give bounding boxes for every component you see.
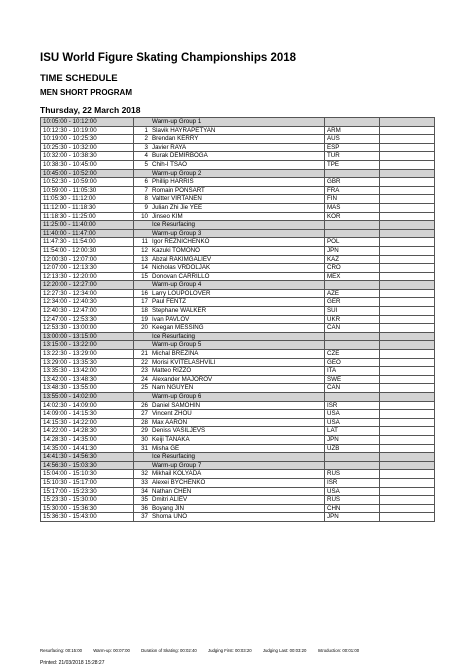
start-number <box>134 118 151 127</box>
start-number: 5 <box>134 160 151 169</box>
blank-cell <box>380 229 435 238</box>
time-slot: 15:30:00 - 15:36:30 <box>41 504 134 513</box>
blank-cell <box>380 152 435 161</box>
schedule-row-event <box>41 341 435 350</box>
blank-cell <box>380 160 435 169</box>
blank-cell <box>380 332 435 341</box>
schedule-row-skater <box>41 195 435 204</box>
nation-code <box>325 281 380 290</box>
start-number: 19 <box>134 315 151 324</box>
time-slot: 13:55:00 - 14:02:00 <box>41 393 134 402</box>
start-number: 14 <box>134 264 151 273</box>
start-number: 28 <box>134 418 151 427</box>
blank-cell <box>380 427 435 436</box>
start-number: 24 <box>134 375 151 384</box>
schedule-row-event <box>41 332 435 341</box>
time-slot: 10:59:00 - 11:05:30 <box>41 186 134 195</box>
skater-name: Misha GE <box>150 444 325 453</box>
skater-name: Nicholas VRDOLJAK <box>150 264 325 273</box>
time-slot: 13:35:30 - 13:42:00 <box>41 367 134 376</box>
blank-cell <box>380 186 435 195</box>
skater-name: Warm-up Group 1 <box>150 118 325 127</box>
skater-name: Ice Resurfacing <box>150 453 325 462</box>
schedule-row-skater <box>41 478 435 487</box>
blank-cell <box>380 435 435 444</box>
nation-code <box>325 453 380 462</box>
nation-code: SWE <box>325 375 380 384</box>
blank-cell <box>380 461 435 470</box>
time-slot: 11:25:00 - 11:40:00 <box>41 221 134 230</box>
skater-name: Javier RAYA <box>150 143 325 152</box>
time-slot: 12:40:30 - 12:47:00 <box>41 307 134 316</box>
skater-name: Keiji TANAKA <box>150 435 325 444</box>
schedule-row-event <box>41 169 435 178</box>
schedule-row-skater <box>41 350 435 359</box>
blank-cell <box>380 246 435 255</box>
nation-code: ARM <box>325 126 380 135</box>
time-slot: 14:35:00 - 14:41:30 <box>41 444 134 453</box>
skater-name: Alexei BYCHENKO <box>150 478 325 487</box>
schedule-row-skater <box>41 212 435 221</box>
time-slot: 15:04:00 - 15:10:30 <box>41 470 134 479</box>
blank-cell <box>380 255 435 264</box>
skater-name: Dmitri ALIEV <box>150 496 325 505</box>
schedule-row-skater <box>41 238 435 247</box>
skater-name: Mikhail KOLYADA <box>150 470 325 479</box>
start-number: 21 <box>134 350 151 359</box>
skater-name: Warm-up Group 5 <box>150 341 325 350</box>
schedule-row-skater <box>41 203 435 212</box>
start-number: 13 <box>134 255 151 264</box>
blank-cell <box>380 350 435 359</box>
start-number <box>134 341 151 350</box>
start-number: 15 <box>134 272 151 281</box>
blank-cell <box>380 496 435 505</box>
nation-code: KAZ <box>325 255 380 264</box>
nation-code <box>325 332 380 341</box>
time-slot: 10:38:30 - 10:45:00 <box>41 160 134 169</box>
nation-code <box>325 118 380 127</box>
time-slot: 11:18:30 - 11:25:00 <box>41 212 134 221</box>
skater-name: Daniel SAMOHIN <box>150 401 325 410</box>
schedule-row-skater <box>41 186 435 195</box>
time-slot: 10:45:00 - 10:52:00 <box>41 169 134 178</box>
time-slot: 11:54:00 - 12:00:30 <box>41 246 134 255</box>
skater-name: Kazuki TOMONO <box>150 246 325 255</box>
skater-name: Ice Resurfacing <box>150 332 325 341</box>
time-slot: 12:00:30 - 12:07:00 <box>41 255 134 264</box>
start-number: 2 <box>134 135 151 144</box>
nation-code: MEX <box>325 272 380 281</box>
nation-code: FRA <box>325 186 380 195</box>
time-slot: 10:19:00 - 10:25:30 <box>41 135 134 144</box>
start-number: 20 <box>134 324 151 333</box>
time-slot: 11:40:00 - 11:47:00 <box>41 229 134 238</box>
time-slot: 13:42:00 - 13:48:30 <box>41 375 134 384</box>
time-slot: 11:12:00 - 11:18:30 <box>41 203 134 212</box>
time-slot: 12:34:00 - 12:40:30 <box>41 298 134 307</box>
schedule-row-skater <box>41 487 435 496</box>
nation-code: UKR <box>325 315 380 324</box>
skater-name: Brendan KERRY <box>150 135 325 144</box>
schedule-row-skater <box>41 152 435 161</box>
start-number <box>134 281 151 290</box>
skater-name: Romain PONSART <box>150 186 325 195</box>
schedule-row-skater <box>41 307 435 316</box>
time-slot: 14:56:30 - 15:03:30 <box>41 461 134 470</box>
schedule-row-skater <box>41 255 435 264</box>
blank-cell <box>380 418 435 427</box>
nation-code: JPN <box>325 246 380 255</box>
schedule-table-body <box>41 118 435 522</box>
blank-cell <box>380 341 435 350</box>
skater-name: Julian Zhi Jie YEE <box>150 203 325 212</box>
nation-code: RUS <box>325 496 380 505</box>
schedule-row-event <box>41 453 435 462</box>
time-slot: 15:10:30 - 15:17:00 <box>41 478 134 487</box>
schedule-row-skater <box>41 513 435 522</box>
blank-cell <box>380 487 435 496</box>
schedule-date: Thursday, 22 March 2018 <box>40 105 141 115</box>
blank-cell <box>380 470 435 479</box>
blank-cell <box>380 272 435 281</box>
time-slot: 15:36:30 - 15:43:00 <box>41 513 134 522</box>
timing-footer <box>40 648 369 653</box>
start-number: 16 <box>134 289 151 298</box>
start-number: 17 <box>134 298 151 307</box>
start-number: 10 <box>134 212 151 221</box>
time-slot: 11:47:30 - 11:54:00 <box>41 238 134 247</box>
footer-introduction: Introduction: 00:01:00 <box>317 648 360 653</box>
nation-code: ESP <box>325 143 380 152</box>
time-slot: 11:05:30 - 11:12:00 <box>41 195 134 204</box>
blank-cell <box>380 453 435 462</box>
blank-cell <box>380 393 435 402</box>
start-number <box>134 169 151 178</box>
start-number <box>134 453 151 462</box>
start-number: 35 <box>134 496 151 505</box>
schedule-row-skater <box>41 324 435 333</box>
blank-cell <box>380 478 435 487</box>
start-number: 26 <box>134 401 151 410</box>
nation-code: TUR <box>325 152 380 161</box>
skater-name: Larry LOUPOLOVER <box>150 289 325 298</box>
time-slot: 13:48:30 - 13:55:00 <box>41 384 134 393</box>
time-slot: 14:15:30 - 14:22:00 <box>41 418 134 427</box>
schedule-row-skater <box>41 367 435 376</box>
time-slot: 12:20:00 - 12:27:00 <box>41 281 134 290</box>
start-number: 25 <box>134 384 151 393</box>
blank-cell <box>380 375 435 384</box>
nation-code: UZB <box>325 444 380 453</box>
blank-cell <box>380 367 435 376</box>
schedule-row-skater <box>41 143 435 152</box>
time-slot: 14:28:30 - 14:35:00 <box>41 435 134 444</box>
document-title: ISU World Figure Skating Championships 2018 <box>40 52 297 64</box>
blank-cell <box>380 169 435 178</box>
footer-judging-first: Judging First: 00:03:20 <box>207 648 252 653</box>
nation-code: USA <box>325 418 380 427</box>
skater-name: Matteo RIZZO <box>150 367 325 376</box>
skater-name: Keegan MESSING <box>150 324 325 333</box>
nation-code: USA <box>325 410 380 419</box>
schedule-row-skater <box>41 315 435 324</box>
schedule-row-skater <box>41 401 435 410</box>
time-slot: 10:05:00 - 10:12:00 <box>41 118 134 127</box>
schedule-row-skater <box>41 264 435 273</box>
blank-cell <box>380 118 435 127</box>
nation-code: AUS <box>325 135 380 144</box>
time-slot: 10:52:30 - 10:59:00 <box>41 178 134 187</box>
start-number: 29 <box>134 427 151 436</box>
skater-name: Shoma UNO <box>150 513 325 522</box>
skater-name: Stephane WALKER <box>150 307 325 316</box>
start-number: 32 <box>134 470 151 479</box>
blank-cell <box>380 221 435 230</box>
start-number: 37 <box>134 513 151 522</box>
program-label: MEN SHORT PROGRAM <box>40 88 132 97</box>
schedule-table <box>40 117 435 522</box>
nation-code: RUS <box>325 470 380 479</box>
skater-name: Warm-up Group 4 <box>150 281 325 290</box>
start-number: 7 <box>134 186 151 195</box>
time-slot: 12:07:00 - 12:13:30 <box>41 264 134 273</box>
skater-name: Abzal RAKIMGALIEV <box>150 255 325 264</box>
time-slot: 13:22:30 - 13:29:00 <box>41 350 134 359</box>
time-slot: 14:09:00 - 14:15:30 <box>41 410 134 419</box>
skater-name: Warm-up Group 2 <box>150 169 325 178</box>
nation-code: AZE <box>325 289 380 298</box>
skater-name: Igor REZNICHENKO <box>150 238 325 247</box>
nation-code: GER <box>325 298 380 307</box>
footer-resurfacing: Resurfacing: 00:15:00 <box>40 648 83 653</box>
schedule-row-event <box>41 229 435 238</box>
blank-cell <box>380 444 435 453</box>
schedule-row-skater <box>41 444 435 453</box>
nation-code: CRO <box>325 264 380 273</box>
blank-cell <box>380 281 435 290</box>
schedule-row-skater <box>41 435 435 444</box>
skater-name: Morisi KVITELASHVILI <box>150 358 325 367</box>
skater-name: Chih-I TSAO <box>150 160 325 169</box>
blank-cell <box>380 212 435 221</box>
nation-code: SUI <box>325 307 380 316</box>
start-number <box>134 229 151 238</box>
footer-judging-last: Judging Last: 00:03:20 <box>262 648 307 653</box>
skater-name: Deniss VASILJEVS <box>150 427 325 436</box>
time-slot: 13:29:00 - 13:35:30 <box>41 358 134 367</box>
start-number: 11 <box>134 238 151 247</box>
time-slot: 13:00:00 - 13:15:00 <box>41 332 134 341</box>
start-number: 9 <box>134 203 151 212</box>
skater-name: Nathan CHEN <box>150 487 325 496</box>
blank-cell <box>380 358 435 367</box>
nation-code: FIN <box>325 195 380 204</box>
skater-name: Slavik HAYRAPETYAN <box>150 126 325 135</box>
nation-code <box>325 461 380 470</box>
schedule-row-skater <box>41 358 435 367</box>
blank-cell <box>380 289 435 298</box>
start-number <box>134 332 151 341</box>
time-slot: 14:41:30 - 14:56:30 <box>41 453 134 462</box>
blank-cell <box>380 264 435 273</box>
start-number: 12 <box>134 246 151 255</box>
footer-warmup: Warm-up: 00:07:00 <box>93 648 130 653</box>
schedule-row-skater <box>41 160 435 169</box>
skater-name: Warm-up Group 7 <box>150 461 325 470</box>
schedule-row-skater <box>41 126 435 135</box>
skater-name: Ivan PAVLOV <box>150 315 325 324</box>
schedule-row-skater <box>41 384 435 393</box>
time-slot: 15:23:30 - 15:30:00 <box>41 496 134 505</box>
schedule-row-skater <box>41 470 435 479</box>
schedule-row-skater <box>41 289 435 298</box>
nation-code: CZE <box>325 350 380 359</box>
start-number <box>134 221 151 230</box>
skater-name: Valtter VIRTANEN <box>150 195 325 204</box>
blank-cell <box>380 504 435 513</box>
start-number: 22 <box>134 358 151 367</box>
nation-code <box>325 229 380 238</box>
nation-code: JPN <box>325 435 380 444</box>
nation-code: MAS <box>325 203 380 212</box>
skater-name: Jinseo KIM <box>150 212 325 221</box>
schedule-row-skater <box>41 427 435 436</box>
nation-code: KOR <box>325 212 380 221</box>
blank-cell <box>380 384 435 393</box>
start-number: 36 <box>134 504 151 513</box>
schedule-row-event <box>41 393 435 402</box>
blank-cell <box>380 178 435 187</box>
printed-timestamp: Printed: 21/03/2018 15:28:27 <box>40 660 105 666</box>
skater-name: Nam NGUYEN <box>150 384 325 393</box>
nation-code <box>325 393 380 402</box>
skater-name: Michal BREZINA <box>150 350 325 359</box>
schedule-row-skater <box>41 504 435 513</box>
nation-code: GBR <box>325 178 380 187</box>
time-slot: 13:15:00 - 13:22:00 <box>41 341 134 350</box>
nation-code: CAN <box>325 324 380 333</box>
start-number: 1 <box>134 126 151 135</box>
blank-cell <box>380 324 435 333</box>
start-number: 3 <box>134 143 151 152</box>
nation-code <box>325 341 380 350</box>
time-slot: 10:12:30 - 10:19:00 <box>41 126 134 135</box>
blank-cell <box>380 307 435 316</box>
nation-code: CHN <box>325 504 380 513</box>
blank-cell <box>380 298 435 307</box>
skater-name: Warm-up Group 3 <box>150 229 325 238</box>
time-slot: 12:53:30 - 13:00:00 <box>41 324 134 333</box>
nation-code: GEO <box>325 358 380 367</box>
schedule-row-skater <box>41 375 435 384</box>
schedule-row-skater <box>41 178 435 187</box>
time-slot: 15:17:00 - 15:23:30 <box>41 487 134 496</box>
skater-name: Paul FENTZ <box>150 298 325 307</box>
nation-code: ISR <box>325 478 380 487</box>
time-slot: 12:27:30 - 12:34:00 <box>41 289 134 298</box>
schedule-row-skater <box>41 410 435 419</box>
nation-code: LAT <box>325 427 380 436</box>
nation-code: CAN <box>325 384 380 393</box>
nation-code: ISR <box>325 401 380 410</box>
nation-code <box>325 169 380 178</box>
blank-cell <box>380 315 435 324</box>
blank-cell <box>380 195 435 204</box>
schedule-row-skater <box>41 272 435 281</box>
blank-cell <box>380 126 435 135</box>
schedule-row-event <box>41 281 435 290</box>
skater-name: Vincent ZHOU <box>150 410 325 419</box>
start-number: 8 <box>134 195 151 204</box>
nation-code: ITA <box>325 367 380 376</box>
skater-name: Burak DEMIRBOGA <box>150 152 325 161</box>
start-number <box>134 461 151 470</box>
schedule-row-event <box>41 221 435 230</box>
start-number: 33 <box>134 478 151 487</box>
schedule-row-skater <box>41 135 435 144</box>
schedule-row-skater <box>41 496 435 505</box>
nation-code: POL <box>325 238 380 247</box>
blank-cell <box>380 143 435 152</box>
start-number: 31 <box>134 444 151 453</box>
nation-code <box>325 221 380 230</box>
time-slot: 10:25:30 - 10:32:00 <box>41 143 134 152</box>
nation-code: JPN <box>325 513 380 522</box>
start-number <box>134 393 151 402</box>
skater-name: Phillip HARRIS <box>150 178 325 187</box>
blank-cell <box>380 401 435 410</box>
schedule-row-skater <box>41 298 435 307</box>
start-number: 27 <box>134 410 151 419</box>
time-slot: 10:32:00 - 10:38:30 <box>41 152 134 161</box>
skater-name: Donovan CARRILLO <box>150 272 325 281</box>
skater-name: Max AARON <box>150 418 325 427</box>
schedule-label: TIME SCHEDULE <box>40 73 118 84</box>
time-slot: 12:47:00 - 12:53:30 <box>41 315 134 324</box>
skater-name: Boyang JIN <box>150 504 325 513</box>
start-number: 4 <box>134 152 151 161</box>
blank-cell <box>380 513 435 522</box>
schedule-row-event <box>41 118 435 127</box>
time-slot: 12:13:30 - 12:20:00 <box>41 272 134 281</box>
schedule-row-skater <box>41 418 435 427</box>
start-number: 6 <box>134 178 151 187</box>
skater-name: Warm-up Group 6 <box>150 393 325 402</box>
footer-duration: Duration of Skating: 00:02:40 <box>141 648 197 653</box>
start-number: 34 <box>134 487 151 496</box>
start-number: 30 <box>134 435 151 444</box>
blank-cell <box>380 238 435 247</box>
time-slot: 14:22:00 - 14:28:30 <box>41 427 134 436</box>
blank-cell <box>380 135 435 144</box>
skater-name: Ice Resurfacing <box>150 221 325 230</box>
skater-name: Alexander MAJOROV <box>150 375 325 384</box>
start-number: 18 <box>134 307 151 316</box>
blank-cell <box>380 203 435 212</box>
blank-cell <box>380 410 435 419</box>
time-slot: 14:02:30 - 14:09:00 <box>41 401 134 410</box>
schedule-row-event <box>41 461 435 470</box>
start-number: 23 <box>134 367 151 376</box>
nation-code: USA <box>325 487 380 496</box>
schedule-row-skater <box>41 246 435 255</box>
nation-code: TPE <box>325 160 380 169</box>
